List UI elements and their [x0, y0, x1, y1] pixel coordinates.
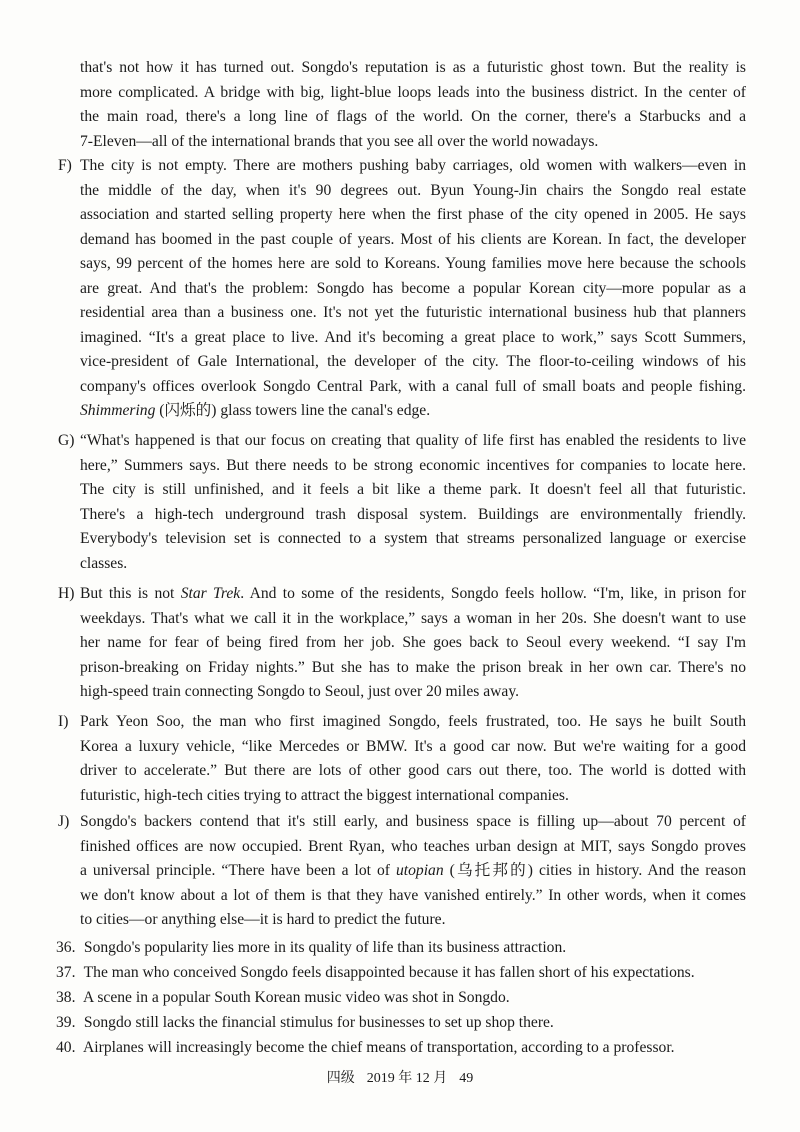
text-line: are great. And that's the problem: Songdo has become a popular Korean city—more popular as a — [80, 279, 746, 297]
paragraph-label: J) — [58, 813, 70, 830]
page-footer — [0, 1067, 800, 1087]
paragraph-j — [58, 810, 746, 933]
text-line: demand has boomed in the past couple of years. Most of his clients are Korean. In fact, the developer — [80, 230, 746, 248]
text-line: But this is not Star Trek. And to some of the residents, Songdo feels hollow. “I'm, like, in prison for — [80, 585, 746, 602]
paragraph-f — [58, 154, 746, 424]
italic-term: Star Trek — [180, 585, 241, 602]
text-line: 7-Eleven—all of the international brands that you see all over the world nowadays. — [80, 132, 599, 150]
text-line: that's not how it has turned out. Songdo's reputation is as a futuristic ghost town. But the reality is — [80, 59, 746, 76]
paragraph-i — [58, 710, 746, 808]
text-line: weekdays. That's what we call it in the workplace,” says a woman in her 20s. She doesn't want to use — [80, 609, 746, 627]
text-line: futuristic, high-tech cities trying to attract the biggest international companies. — [80, 786, 569, 804]
text-line: Everybody's television set is connected to a system that streams personalized language or exercise — [80, 530, 746, 547]
text-line: imagined. “It's a great place to live. And it's becoming a great place to work,” says Scott Summers, — [80, 328, 746, 346]
paragraph-label: G) — [58, 432, 75, 449]
text-line: company's offices overlook Songdo Central Park, with a canal full of small boats and people fishing. — [80, 377, 746, 395]
question-text: Songdo's popularity lies more in its quality of life than its business attraction. — [83, 939, 567, 956]
text-line: classes. — [80, 554, 128, 572]
text-line: here,” Summers says. But there needs to be strong economic incentives for companies to locate here. — [80, 456, 746, 474]
text-line: more complicated. A bridge with big, light-blue loops leads into the business district. In the center of — [80, 83, 746, 101]
text-line: Korea a luxury vehicle, “like Mercedes or BMW. It's a good car now. But we're waiting for a good — [80, 737, 746, 755]
italic-term: utopian — [396, 862, 444, 879]
question-39 — [56, 1011, 746, 1036]
text-line: Songdo's backers contend that it's still early, and business space is filling up—about 70 percent of — [80, 813, 746, 830]
page-number: 49 — [459, 1071, 474, 1086]
question-number: 36. — [56, 939, 76, 956]
paragraph-h — [58, 582, 746, 705]
text-line: association and started selling property here when the first phase of the city opened in 2005. He says — [80, 206, 746, 223]
paragraph-label: F) — [58, 157, 72, 174]
text-line: vice-president of Gale International, the developer of the city. The floor-to-ceiling windows of his — [80, 353, 746, 370]
text-line: the main road, there's a long line of flags of the world. On the corner, there's a Starbucks and a — [80, 108, 746, 125]
question-text: Songdo still lacks the financial stimulus for businesses to set up shop there. — [83, 1014, 554, 1031]
text-line: her name for fear of being fired from her job. She goes back to Seoul every weekend. “I say I'm — [80, 634, 746, 651]
question-number: 38. — [56, 989, 76, 1006]
question-text: The man who conceived Songdo feels disappointed because it has fallen short of his expectations. — [83, 964, 695, 981]
footer-exam: 四级 — [326, 1071, 355, 1086]
paragraph-g — [58, 429, 746, 576]
question-40 — [56, 1036, 746, 1061]
text-line: we don't know about a lot of them is that they have vanished entirely.” In other words, when it comes — [80, 886, 746, 904]
text-line: residential area than a business one. It's not yet the futuristic international business hub that planners — [80, 304, 746, 321]
question-text: Airplanes will increasingly become the chief means of transportation, according to a professor. — [83, 1039, 675, 1056]
text-line: a universal principle. “There have been a lot of utopian (乌托邦的) cities in history. And the reason — [80, 862, 746, 879]
question-number: 39. — [56, 1014, 76, 1031]
text-line: Park Yeon Soo, the man who first imagined Songdo, feels frustrated, too. He says he built South — [80, 713, 746, 730]
question-38 — [56, 986, 746, 1011]
paragraph-e-continuation — [80, 56, 746, 154]
paragraph-label: H) — [58, 585, 75, 602]
text-line: driver to accelerate.” But there are lots of other good cars out there, too. The world is dotted with — [80, 762, 746, 779]
text-line: high-speed train connecting Songdo to Seoul, just over 20 miles away. — [80, 683, 520, 700]
text-line: “What's happened is that our focus on creating that quality of life first has enabled the residents to live — [80, 432, 746, 449]
text-line: finished offices are now occupied. Brent Ryan, who teaches urban design at MIT, says Songdo proves — [80, 837, 746, 855]
question-36 — [56, 936, 746, 961]
question-37 — [56, 961, 746, 986]
paragraph-label: I) — [58, 713, 69, 730]
text-line: The city is not empty. There are mothers pushing baby carriages, old women with walkers—even in — [80, 157, 746, 174]
text-line: the middle of the day, when it's 90 degrees out. Byun Young-Jin chairs the Songdo real estate — [80, 181, 746, 199]
text-line: There's a high-tech underground trash disposal system. Buildings are environmentally friendly. — [80, 505, 746, 523]
question-text: A scene in a popular South Korean music video was shot in Songdo. — [83, 989, 510, 1006]
text-line: Shimmering (闪烁的) glass towers line the canal's edge. — [80, 402, 431, 419]
text-line: The city is still unfinished, and it feels a bit like a theme park. It doesn't feel all that futuristic. — [80, 481, 746, 498]
question-number: 37. — [56, 964, 76, 981]
footer-date: 2019 年 12 月 — [366, 1071, 448, 1086]
italic-term: Shimmering — [80, 402, 156, 419]
question-number: 40. — [56, 1039, 76, 1056]
text-line: says, 99 percent of the homes here are sold to Koreans. Young families move here because the schools — [80, 255, 746, 272]
text-line: to cities—or anything else—it is hard to predict the future. — [80, 911, 446, 928]
text-line: prison-breaking on Friday nights.” But she has to make the prison break in her own car. There's no — [80, 658, 746, 676]
